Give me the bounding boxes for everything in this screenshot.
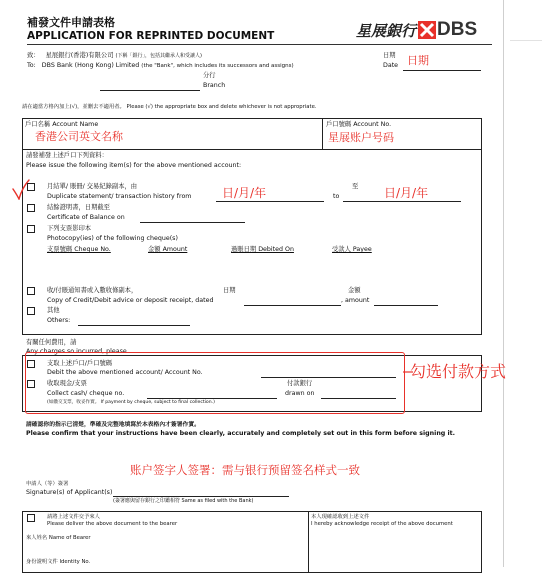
drawn-en: drawn on (285, 390, 315, 397)
date-cn-label: 日期 (383, 52, 396, 59)
cash-checkbox[interactable] (27, 380, 35, 388)
form-title-en: APPLICATION FOR REPRINTED DOCUMENT (27, 30, 275, 42)
header-divider (27, 44, 492, 45)
branch-field[interactable] (100, 90, 200, 91)
signature-label-en: Signature(s) of Applicant(s) (26, 489, 113, 496)
advice-en: Copy of Credit/Debit advice or deposit receipt, dated (47, 297, 214, 304)
others-field[interactable] (78, 325, 190, 326)
confirm-cn: 請確認你的指示已清楚，準確及完整地填寫於本表格內才簽署作實。 (26, 422, 200, 428)
items-intro-cn: 請發補發上述戶口下列資料： (26, 152, 108, 159)
charges-annotation: 勾选付款方式 (410, 362, 507, 381)
advice-amount-en: , amount (341, 297, 370, 304)
cheque-col-no: 支票號碼 Cheque No. (47, 246, 111, 253)
advice-amount-cn: 金額 (348, 287, 361, 294)
cheque-col-amount: 金額 Amount (148, 246, 188, 253)
cheque-en: Photocopy(ies) of the following cheque(s) (47, 235, 178, 242)
account-no-label: 戶口號碼 Account No. (326, 121, 392, 128)
account-name-field[interactable]: 香港公司英文名称 (35, 130, 123, 143)
statement-checkbox[interactable] (27, 183, 35, 191)
signature-label-cn: 申請人（等）簽署 (26, 481, 69, 487)
deliver-cn: 請將上述文件交予來人 (47, 514, 100, 520)
ack-cn: 本人現確認收到上述文件 (311, 514, 370, 520)
branch-en-label: Branch (203, 82, 226, 89)
cheque-col-payee: 受款人 Payee (332, 246, 372, 253)
advice-date-field[interactable] (244, 305, 341, 306)
charges-note: (如繳交支票，收妥作實。 If payment by cheque, subject to final collection.) (47, 400, 215, 405)
bank-logo (356, 18, 477, 42)
cash-cn: 收取現金/支票 (47, 380, 87, 387)
account-no-field[interactable]: 星展账户号码 (328, 131, 394, 144)
debit-account-field[interactable] (261, 377, 396, 378)
balance-en: Certificate of Balance on (47, 214, 125, 221)
statement-from-field[interactable] (216, 201, 324, 202)
charges-title-en: Any charges so incurred, please (26, 348, 127, 355)
date-annotation: 日期 (407, 54, 429, 67)
balance-date-field[interactable] (140, 222, 245, 223)
signature-field[interactable] (113, 496, 289, 497)
balance-checkbox[interactable] (27, 204, 35, 212)
bearer-name-label: 來人姓名 Name of Bearer (26, 535, 91, 541)
statement-from-annotation: 日/月/年 (222, 186, 267, 200)
drawn-cn: 付款銀行 (287, 380, 313, 387)
bank-name-cn: 星展銀行 (356, 21, 417, 40)
confirm-en: Please confirm that your instructions have been clearly, accurately and completely set out in this form before signing it. (26, 430, 456, 437)
statement-to-en: to (333, 193, 340, 200)
cash-en: Collect cash/ cheque no. (47, 390, 125, 397)
page-right-edge (503, 0, 504, 567)
bearer-id-label: 身份證明文件 Identity No. (26, 559, 91, 565)
to-en-row: To: DBS Bank (Hong Kong) Limited (the "Bank", which includes its successors and assigns) (27, 62, 294, 69)
statement-en: Duplicate statement/ transaction history from (47, 193, 192, 200)
debit-cn: 支取上述戶口/戶口號碼 (47, 360, 113, 367)
cheque-col-debited: 過賬日期 Debited On (231, 246, 294, 253)
account-name-label: 戶口名稱 Account Name (25, 121, 99, 128)
cheque-no-field[interactable] (147, 398, 277, 399)
to-cn-row: 致： 星展銀行(香港)有限公司 (下稱「銀行」，包括其繼承人和受讓人) (27, 52, 202, 59)
others-cn: 其他 (47, 307, 60, 314)
dbs-x-icon (418, 21, 436, 39)
page-gutter-line (510, 40, 542, 41)
drawn-on-field[interactable] (321, 398, 396, 399)
cheque-checkbox[interactable] (27, 225, 35, 233)
balance-cn: 結餘證明書，日期截至 (47, 204, 110, 211)
date-en-label: Date (383, 62, 399, 69)
cheque-cn: 下列支票影印本 (47, 225, 92, 232)
debit-en: Debit the above mentioned account/ Account No. (47, 369, 203, 376)
deliver-en: Please deliver the above document to the bearer (47, 521, 178, 527)
advice-cn: 收/付賬通知書或入數收條副本， (47, 287, 138, 294)
advice-checkbox[interactable] (27, 287, 35, 295)
statement-to-cn: 至 (352, 183, 359, 190)
statement-to-field[interactable] (343, 201, 461, 202)
advice-amount-field[interactable] (374, 305, 438, 306)
charges-title-cn: 有關任何費用，請 (26, 339, 77, 346)
branch-cn-label: 分行 (203, 72, 216, 79)
date-field[interactable] (403, 70, 481, 71)
advice-date-cn: 日期 (223, 287, 236, 294)
statement-to-annotation: 日/月/年 (384, 186, 429, 200)
debit-checkbox[interactable] (27, 360, 35, 368)
bearer-divider (308, 512, 309, 572)
form-title-cn: 補發文件申請表格 (27, 16, 115, 29)
others-en: Others: (47, 317, 71, 324)
signature-annotation: 账户签字人签署：需与银行预留签名样式一致 (130, 463, 360, 477)
signature-note: (簽署應與留存銀行之印鑑相符 Same as filed with the Bank) (113, 498, 254, 504)
account-divider (322, 119, 323, 149)
items-intro-en: Please issue the following item(s) for the above mentioned account: (26, 162, 242, 169)
deliver-checkbox[interactable] (27, 514, 35, 522)
statement-cn: 月結單/ 賬冊/ 交易紀錄副本，由 (47, 183, 138, 190)
others-checkbox[interactable] (27, 307, 35, 315)
ack-en: I hereby acknowledge receipt of the above document (311, 521, 453, 527)
instruction-text: 請在適當方格內加上(√)，並刪去不適用者。 Please (√) the appropriate box and delete whichever is not appropriate. (22, 104, 317, 110)
bank-name-en: DBS (437, 19, 478, 40)
